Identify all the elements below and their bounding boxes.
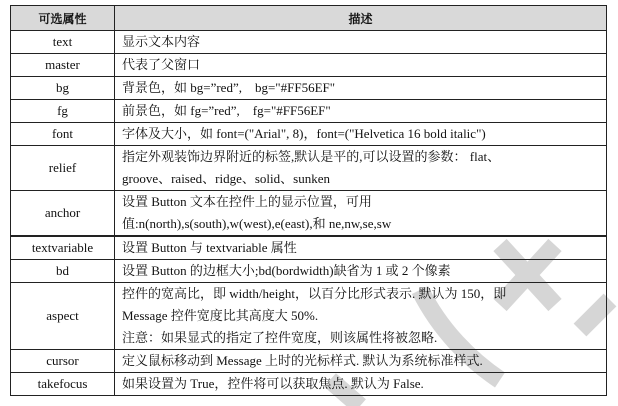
attribute-name: takefocus (11, 373, 115, 396)
table-row (11, 260, 607, 283)
description-line: Message 控件宽度比其高度大 50%. (122, 308, 319, 323)
attribute-description (115, 350, 607, 373)
table-row (11, 146, 607, 191)
attribute-description (115, 260, 607, 283)
attribute-name: textvariable (11, 236, 115, 260)
header-description: 描述 (115, 6, 607, 31)
attribute-description (115, 283, 607, 350)
attribute-description (115, 123, 607, 146)
attribute-description (115, 100, 607, 123)
description-line: 定义鼠标移动到 Message 上时的光标样式. 默认为系统标准样式. (122, 353, 483, 368)
table-row (11, 100, 607, 123)
attribute-description (115, 191, 607, 237)
attribute-name: text (11, 31, 115, 54)
description-line: 显示文本内容 (122, 34, 201, 49)
table-row (11, 77, 607, 100)
table-row (11, 236, 607, 260)
table-row (11, 373, 607, 396)
attribute-description (115, 77, 607, 100)
attribute-description (115, 373, 607, 396)
table-row (11, 283, 607, 350)
table-row (11, 123, 607, 146)
description-line: 背景色，如 bg=”red”, bg="#FF56EF" (122, 80, 336, 95)
attribute-description (115, 54, 607, 77)
description-line: 控件的宽高比，即 width/height，以百分比形式表示. 默认为 150，即 (122, 286, 507, 301)
attribute-name: bd (11, 260, 115, 283)
attribute-description (115, 31, 607, 54)
description-line: 值:n(north),s(south),w(west),e(east),和 ne,nw,se,sw (122, 216, 392, 231)
attribute-name: cursor (11, 350, 115, 373)
description-line: 如果设置为 True，控件将可以获取焦点. 默认为 False. (122, 376, 424, 391)
description-line: 设置 Button 与 textvariable 属性 (122, 240, 297, 255)
attribute-name: bg (11, 77, 115, 100)
description-line: 代表了父窗口 (122, 57, 201, 72)
attribute-description (115, 236, 607, 260)
attribute-table (10, 5, 607, 396)
description-line: 设置 Button 文本在控件上的显示位置，可用 (122, 194, 372, 209)
attribute-name: font (11, 123, 115, 146)
description-line: 字体及大小，如 font=("Arial", 8)，font=("Helvetica 16 bold italic") (122, 126, 486, 141)
description-line: groove、raised、ridge、solid、sunken (122, 171, 330, 186)
attribute-name: fg (11, 100, 115, 123)
attribute-name: relief (11, 146, 115, 191)
description-line: 指定外观装饰边界附近的标签,默认是平的,可以设置的参数： flat、 (122, 149, 501, 164)
description-line: 前景色，如 fg=”red”, fg="#FF56EF" (122, 103, 331, 118)
header-attribute: 可选属性 (11, 6, 115, 31)
attribute-description (115, 146, 607, 191)
description-line: 设置 Button 的边框大小;bd(bordwidth)缺省为 1 或 2 个像素 (122, 263, 451, 278)
table-row (11, 191, 607, 237)
attribute-name: aspect (11, 283, 115, 350)
attribute-name: master (11, 54, 115, 77)
table-row (11, 54, 607, 77)
table-header-row (11, 6, 607, 31)
table-row (11, 350, 607, 373)
attribute-name: anchor (11, 191, 115, 237)
description-line: 注意：如果显式的指定了控件宽度，则该属性将被忽略. (122, 330, 438, 345)
table-row (11, 31, 607, 54)
